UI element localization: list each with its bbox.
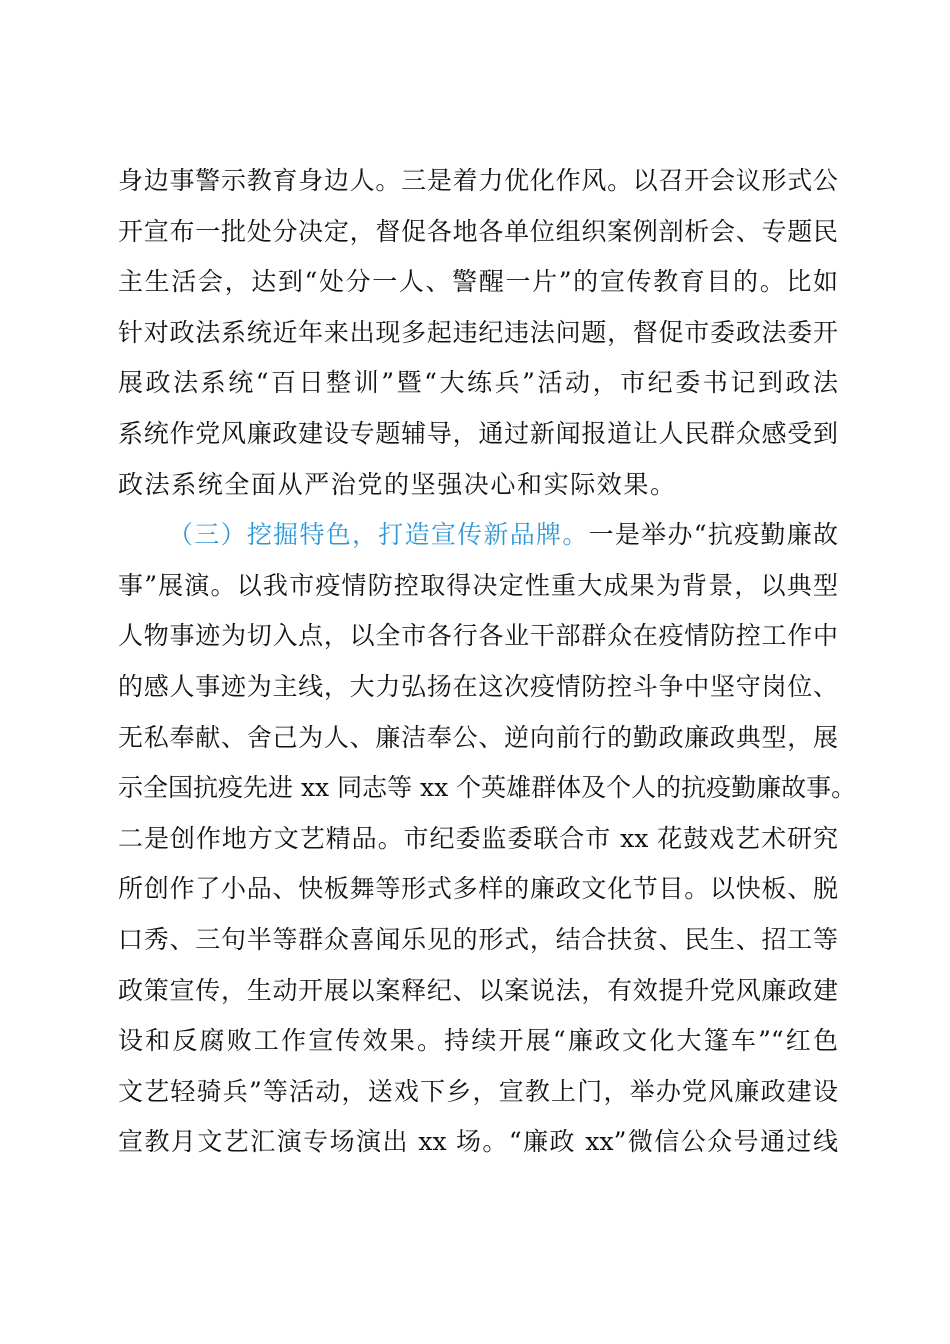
text-line: 系统作党风廉政建设专题辅导，通过新闻报道让人民群众感受到 xyxy=(118,418,838,448)
text-line-last: 政法系统全面从严治党的坚强决心和实际效果。 xyxy=(118,469,677,499)
section-3-first-line-text: 一是举办“抗疫勤廉故 xyxy=(588,520,838,550)
text-line: 二是创作地方文艺精品。市纪委监委联合市 xx 花鼓戏艺术研究 xyxy=(118,823,838,853)
section-3-heading: （三）挖掘特色，打造宣传新品牌。 xyxy=(168,520,589,550)
text-line: 无私奉献、舍己为人、廉洁奉公、逆向前行的勤政廉政典型，展 xyxy=(118,722,838,752)
text-line: 政策宣传，生动开展以案释纪、以案说法，有效提升党风廉政建 xyxy=(118,975,838,1005)
text-line: 所创作了小品、快板舞等形式多样的廉政文化节目。以快板、脱 xyxy=(118,874,838,904)
text-line: 口秀、三句半等群众喜闻乐见的形式，结合扶贫、民生、招工等 xyxy=(118,924,838,954)
text-line: 展政法系统“百日整训”暨“大练兵”活动，市纪委书记到政法 xyxy=(118,368,838,398)
text-line: 示全国抗疫先进 xx 同志等 xx 个英雄群体及个人的抗疫勤廉故事。 xyxy=(118,773,857,803)
text-line: 开宣布一批处分决定，督促各地各单位组织案例剖析会、专题民 xyxy=(118,216,838,246)
text-line: 事”展演。以我市疫情防控取得决定性重大成果为背景，以典型 xyxy=(118,570,838,600)
text-line: 针对政法系统近年来出现多起违纪违法问题，督促市委政法委开 xyxy=(118,317,838,347)
text-line: 宣教月文艺汇演专场演出 xx 场。“廉政 xx”微信公众号通过线 xyxy=(118,1127,838,1157)
text-line: 主生活会，达到“处分一人、警醒一片”的宣传教育目的。比如 xyxy=(118,267,838,297)
text-line: 人物事迹为切入点，以全市各行各业干部群众在疫情防控工作中 xyxy=(118,621,838,651)
text-line: 文艺轻骑兵”等活动，送戏下乡，宣教上门，举办党风廉政建设 xyxy=(118,1076,838,1106)
document-body xyxy=(118,156,857,1168)
section-3-first-line xyxy=(118,510,838,561)
text-line: 的感人事迹为主线，大力弘扬在这次疫情防控斗争中坚守岗位、 xyxy=(118,671,838,701)
text-line: 设和反腐败工作宣传效果。持续开展“廉政文化大篷车”“红色 xyxy=(118,1026,838,1056)
text-line: 身边事警示教育身边人。三是着力优化作风。以召开会议形式公 xyxy=(118,166,838,195)
